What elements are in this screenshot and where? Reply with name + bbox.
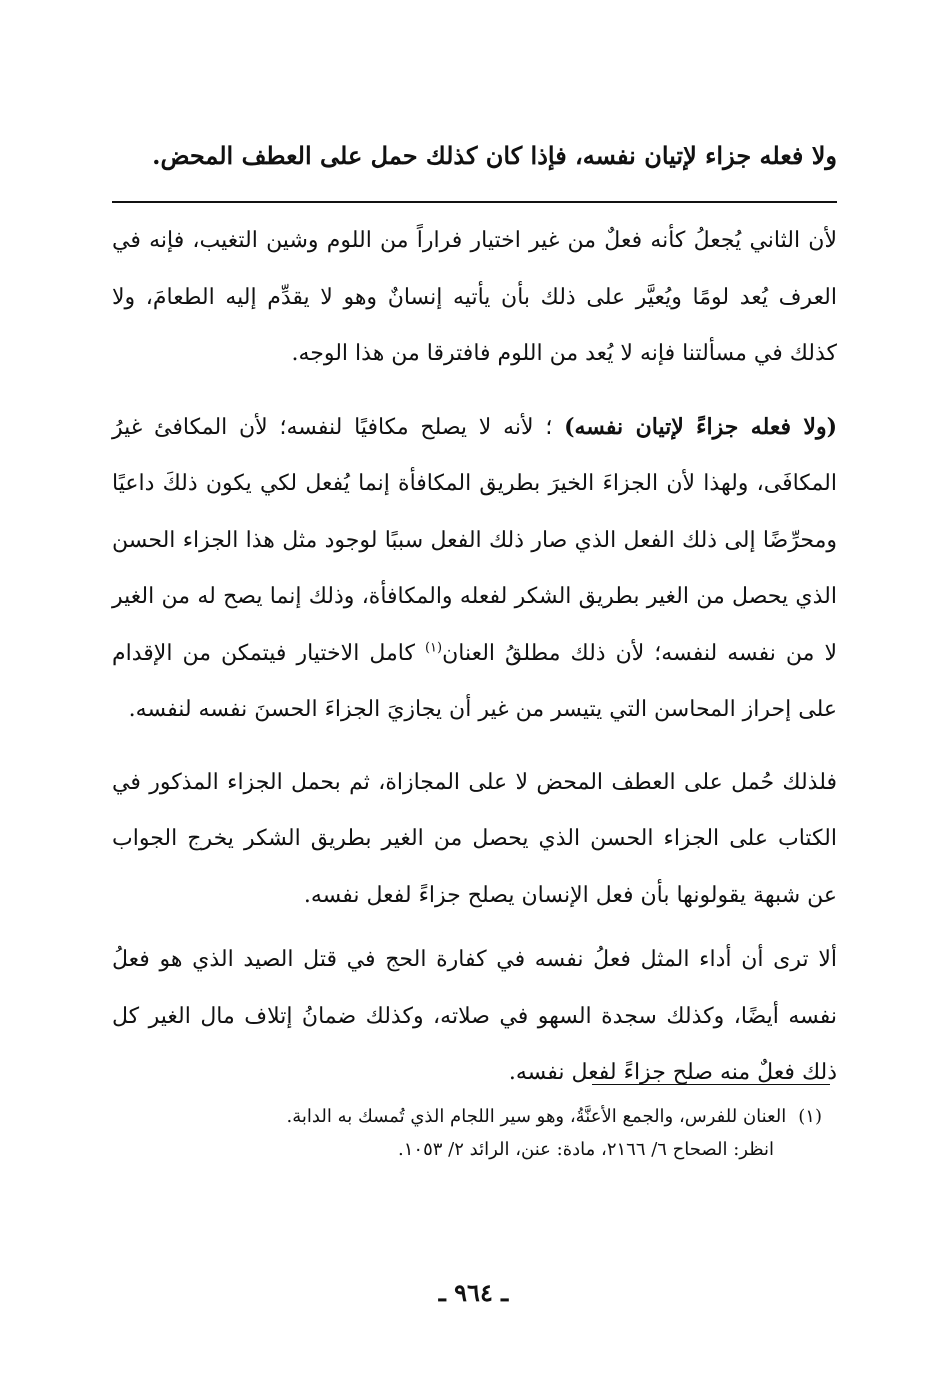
main-text (112, 213, 837, 1118)
paragraph-2-text-a: ؛ لأنه لا يصلح مكافيًا لنفسه؛ لأن المكافئ غيرُ المكافَى، ولهذا لأن الجزاءَ الخيرَ بطريق المكافأة إنما يُفعل لكي يكون ذلكَ داعيًا ومحرِّضًا إلى ذلك الفعل الذي صار ذلك الفعل سببًا لوجود مثل هذا الجزاء الحسن الذي يحصل من الغير بطريق الشكر لفعله والمكافأة، وذلك إنما يصح له من الغير لا من نفسه لنفسه؛ لأن ذلك مطلقُ العنان (112, 414, 837, 666)
footnote-number: (١) (798, 1106, 822, 1127)
footnote-marker: (١) (424, 640, 443, 656)
footnote-1-line-2: انظر: الصحاح ٦/ ٢١٦٦، مادة: عنن، الرائد ٢/ ١٠٥٣. (398, 1139, 774, 1160)
paragraph-4: ألا ترى أن أداء المثل فعلُ نفسه في كفارة الحج في قتل الصيد الذي هو فعلُ نفسه أيضًا، وكذلك سجدة السهو في صلاته، وكذلك ضمانُ إتلاف مال الغير كل ذلك فعلٌ منه صلح جزاءً لفعل نفسه. (112, 947, 837, 1085)
paragraph-2-text-b: كامل الاختيار فيتمكن من الإقدام على إحراز المحاسن التي يتيسر من غير أن يجازيَ الجزاءَ الحسنَ نفسه لنفسه. (112, 640, 837, 722)
paragraph-1: لأن الثاني يُجعلُ كأنه فعلٌ من غير اختيار فراراً من اللوم وشين التغيب، فإنه في العرف يُعد لومًا ويُعيَّر على ذلك بأن يأتيه إنسانٌ وهو لا يقدِّم إليه الطعامَ، ولا كذلك في مسألتنا فإنه لا يُعد من اللوم فافترقا من هذا الوجه. (112, 228, 837, 366)
paragraph-3: فلذلك حُمل على العطف المحض لا على المجازاة، ثم بحمل الجزاء المذكور في الكتاب على الجزاء الحسن الذي يحصل من الغير بطريق الشكر يخرج الجواب عن شبهة يقولونها بأن فعل الإنسان يصلح جزاءً لفعل نفسه. (112, 769, 837, 908)
paragraph-2 (112, 399, 837, 739)
footnote-1-line-1 (150, 1100, 822, 1133)
footnote-text-1: العنان للفرس، والجمع الأعنَّةُ، وهو سير اللجام الذي تُمسك به الدابة. (286, 1106, 787, 1127)
footnotes (150, 1100, 822, 1166)
header-text: ولا فعله جزاء لإتيان نفسه، فإذا كان كذلك حمل على العطف المحض. (152, 141, 837, 170)
quoted-matn: (ولا فعله جزاءً لإتيان نفسه) (564, 413, 838, 440)
header-divider (112, 201, 837, 203)
footnote-divider (592, 1084, 830, 1085)
page-number: ـ ٩٦٤ ـ (438, 1278, 509, 1307)
